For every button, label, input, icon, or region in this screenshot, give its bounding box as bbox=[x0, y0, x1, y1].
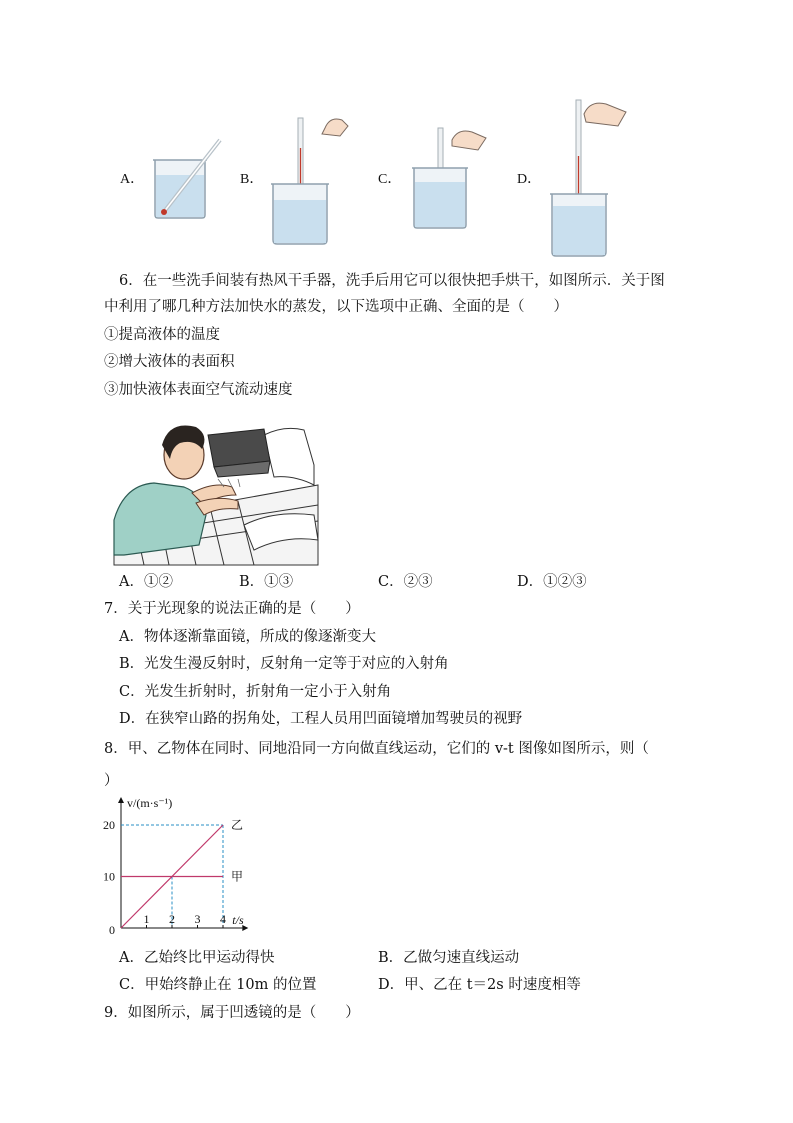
q7-option-b: B．光发生漫反射时，反射角一定等于对应的入射角 bbox=[119, 656, 449, 672]
q6-item-2: ②增大液体的表面积 bbox=[104, 354, 235, 370]
beaker-figure-c bbox=[410, 122, 490, 237]
q9-stem: 9．如图所示，属于凹透镜的是（ ） bbox=[104, 1005, 360, 1021]
option-b-label: B． bbox=[240, 172, 264, 187]
option-c-label: C． bbox=[378, 172, 402, 187]
hand-dryer-illustration bbox=[114, 415, 318, 565]
q6-option-b: B．①③ bbox=[239, 574, 294, 590]
q6-item-1: ①提高液体的温度 bbox=[104, 327, 220, 343]
x-tick-label-4: 4 bbox=[220, 912, 226, 926]
q7-stem: 7．关于光现象的说法正确的是（ ） bbox=[104, 601, 360, 617]
q6-stem-line2: 中利用了哪几种方法加快水的蒸发，以下选项中正确、全面的是（ ） bbox=[104, 299, 568, 315]
q8-option-d: D．甲、乙在 t＝2s 时速度相等 bbox=[378, 977, 581, 993]
q6-item-3: ③加快液体表面空气流动速度 bbox=[104, 382, 293, 398]
q6-option-a: A．①② bbox=[119, 574, 173, 590]
y-tick-label-20: 20 bbox=[103, 818, 115, 832]
y-axis-arrow bbox=[118, 797, 124, 803]
q6-option-c: C．②③ bbox=[378, 574, 433, 590]
x-axis-label: t/s bbox=[232, 913, 244, 927]
vt-chart bbox=[100, 795, 290, 940]
series-label-jia: 甲 bbox=[231, 869, 244, 884]
q7-option-d: D．在狭窄山路的拐角处，工程人员用凹面镜增加驾驶员的视野 bbox=[119, 711, 523, 727]
q7-option-c: C．光发生折射时，折射角一定小于入射角 bbox=[119, 684, 392, 700]
beaker-figure-d bbox=[548, 96, 638, 258]
q7-option-a: A．物体逐渐靠面镜，所成的像逐渐变大 bbox=[119, 629, 376, 645]
option-d-label: D． bbox=[517, 172, 542, 187]
q8-option-c: C．甲始终静止在 10m 的位置 bbox=[119, 977, 317, 993]
beaker-figure-b bbox=[270, 108, 350, 248]
x-tick-label-3: 3 bbox=[194, 912, 201, 926]
q8-stem-line1: 8．甲、乙物体在同时、同地沿同一方向做直线运动，它们的 v-t 图像如图所示，则（ bbox=[104, 741, 649, 757]
x-tick-label-1: 1 bbox=[143, 912, 150, 926]
y-axis-label: v/(m·s⁻¹) bbox=[127, 796, 173, 810]
q8-option-b: B．乙做匀速直线运动 bbox=[378, 950, 520, 966]
beaker-figure-a bbox=[150, 135, 230, 220]
origin-label: 0 bbox=[109, 923, 115, 937]
series-label-yi: 乙 bbox=[231, 818, 244, 832]
q6-option-d: D．①②③ bbox=[517, 574, 587, 590]
x-tick-label-2: 2 bbox=[169, 912, 175, 926]
option-a-label: A． bbox=[120, 172, 145, 187]
q8-stem-line2: ） bbox=[104, 773, 119, 789]
y-tick-label-10: 10 bbox=[103, 869, 115, 884]
q8-option-a: A．乙始终比甲运动得快 bbox=[119, 950, 275, 966]
q6-stem-line1: 6．在一些洗手间装有热风干手器，洗手后用它可以很快把手烘干，如图所示．关于图 bbox=[119, 273, 665, 289]
